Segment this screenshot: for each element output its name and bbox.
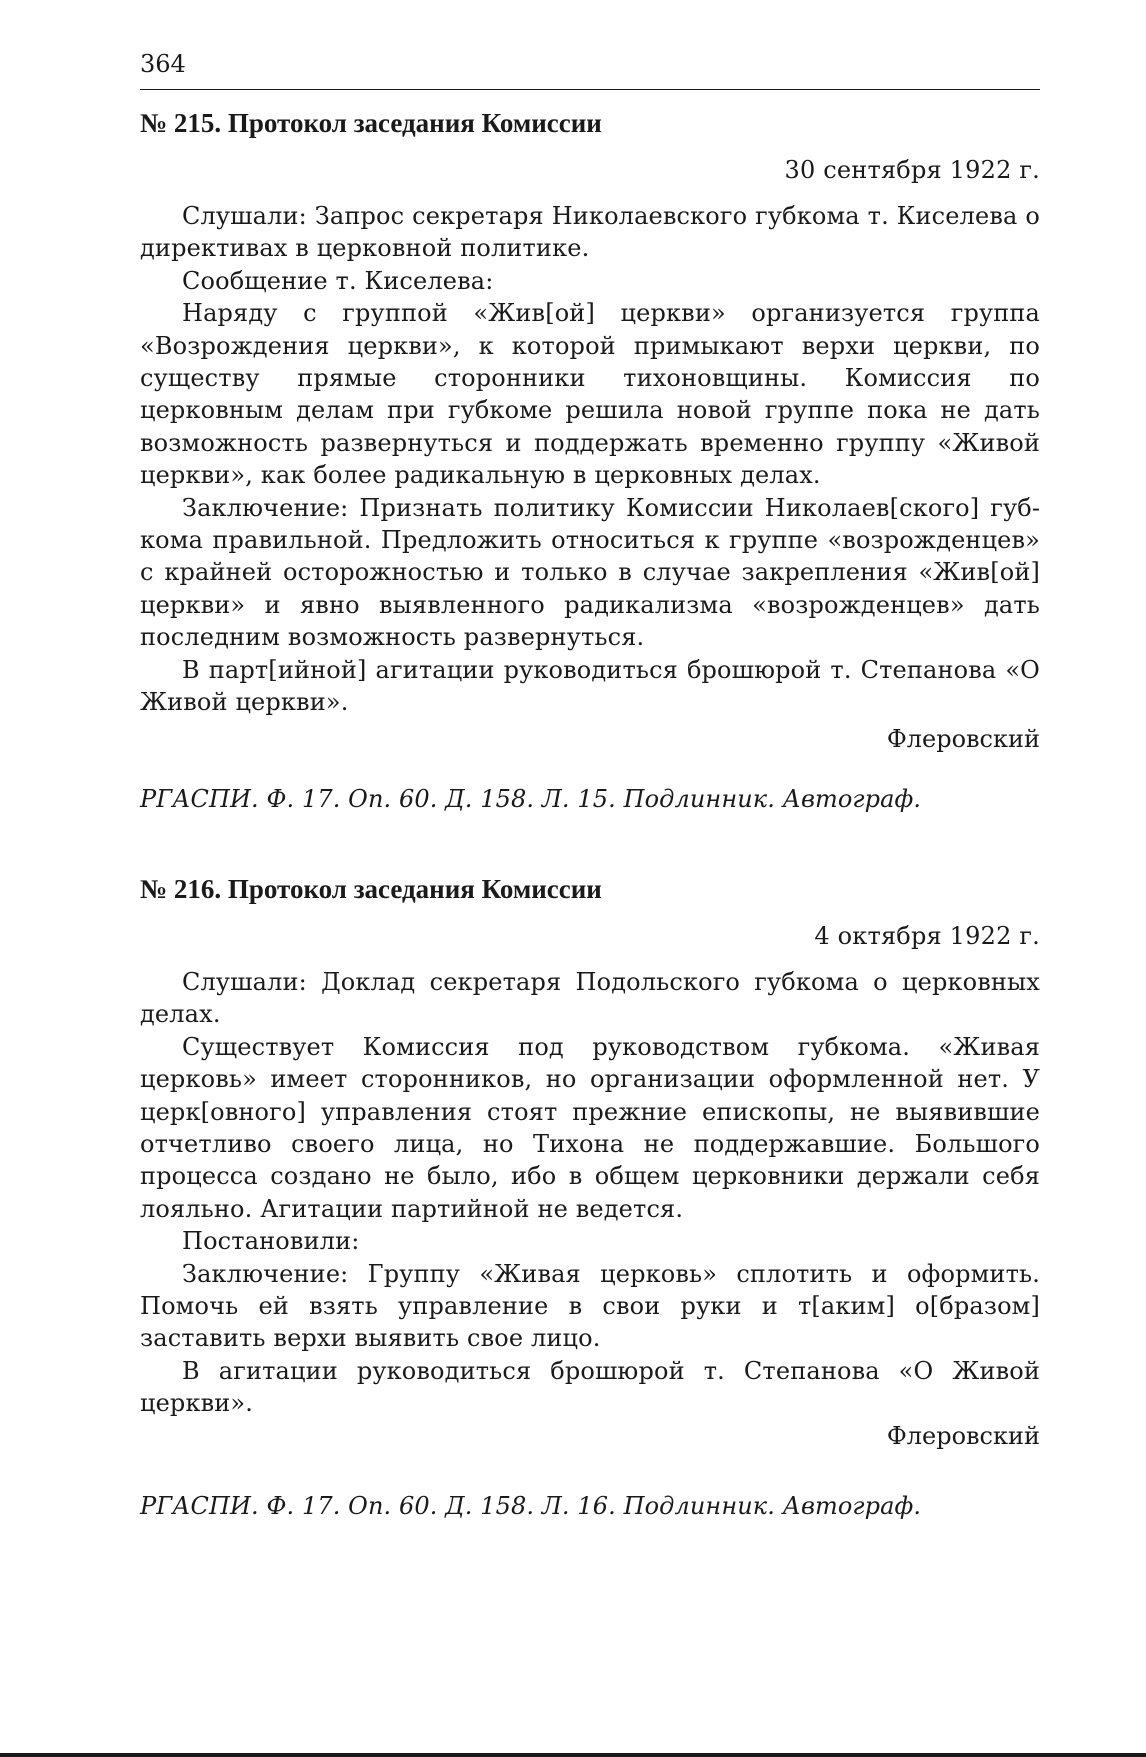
document-title: № 216. Протокол заседания Комиссии [140, 874, 602, 904]
paragraph: Слушали: Запрос секретаря Николаевского губкома т. Киселева о директивах в церковной политике. [140, 202, 1040, 263]
paragraph: Постановили: [182, 1227, 360, 1256]
document-body [140, 200, 1040, 719]
scan-bottom-edge [0, 1753, 1146, 1757]
paragraph: В парт[ийной] агитации руководиться брошюрой т. Степанова «О Живой церкви». [140, 655, 1040, 717]
document-date: 4 октября 1922 г. [814, 922, 1040, 950]
paragraph: В агитации руководиться брошюрой т. Степанова «О Живой церкви». [140, 1356, 1040, 1418]
header-rule [140, 89, 1040, 90]
document-title: № 215. Протокол заседания Комиссии [140, 108, 602, 138]
document-body [140, 966, 1040, 1420]
paragraph: Сообщение т. Киселева: [182, 266, 494, 295]
signature: Флеровский [886, 724, 1040, 753]
page-number: 364 [140, 50, 186, 78]
document-215 [140, 106, 1040, 815]
archive-reference: РГАСПИ. Ф. 17. Оп. 60. Д. 158. Л. 16. Подлинник. Автограф. [140, 1491, 922, 1520]
document-date: 30 сентября 1922 г. [784, 156, 1040, 184]
signature: Флеровский [886, 1421, 1040, 1450]
paragraph: Существует Комиссия под руководством губкома. «Живая церковь» имеет сторонников, но организации оформленной нет. У церк[овного] управления стоят прежние епископы, не выявившие отчетливо своего лица, но Тихона не поддержавшие. Большого процесса создано не было, ибо в общем церковники держали себя лояльно. Агитации партийной не ведется. [140, 1032, 1040, 1223]
paragraph: Заключение: Признать политику Комиссии Николаев[ского] губкома правильной. Предложить относиться к группе «возрожденцев» с крайней осторожностью и только в случае закрепления «Жив[ой] церкви» и явно выявленного радикализма «возрожденцев» дать последним возможность развернуться. [140, 493, 1040, 652]
document-216 [140, 872, 1040, 1522]
archive-reference: РГАСПИ. Ф. 17. Оп. 60. Д. 158. Л. 15. Подлинник. Автограф. [140, 784, 922, 813]
paragraph: Наряду с группой «Жив[ой] церкви» организуется группа «Возрождения церкви», к которой примыкают верхи церкви, по существу прямые сторонники тихоновщины. Комиссия по церковным делам при губкоме решила новой группе пока не дать возможность развернуться и поддержать временно группу «Живой церкви», как более радикальную в церковных делах. [140, 299, 1040, 490]
paragraph: Заключение: Группу «Живая церковь» сплотить и оформить. Помочь ей взять управление в свои руки и т[аким] о[бразом] заставить верхи выявить свое лицо. [140, 1259, 1040, 1353]
paragraph: Слушали: Доклад секретаря Подольского губкома о церковных делах. [140, 968, 1040, 1029]
